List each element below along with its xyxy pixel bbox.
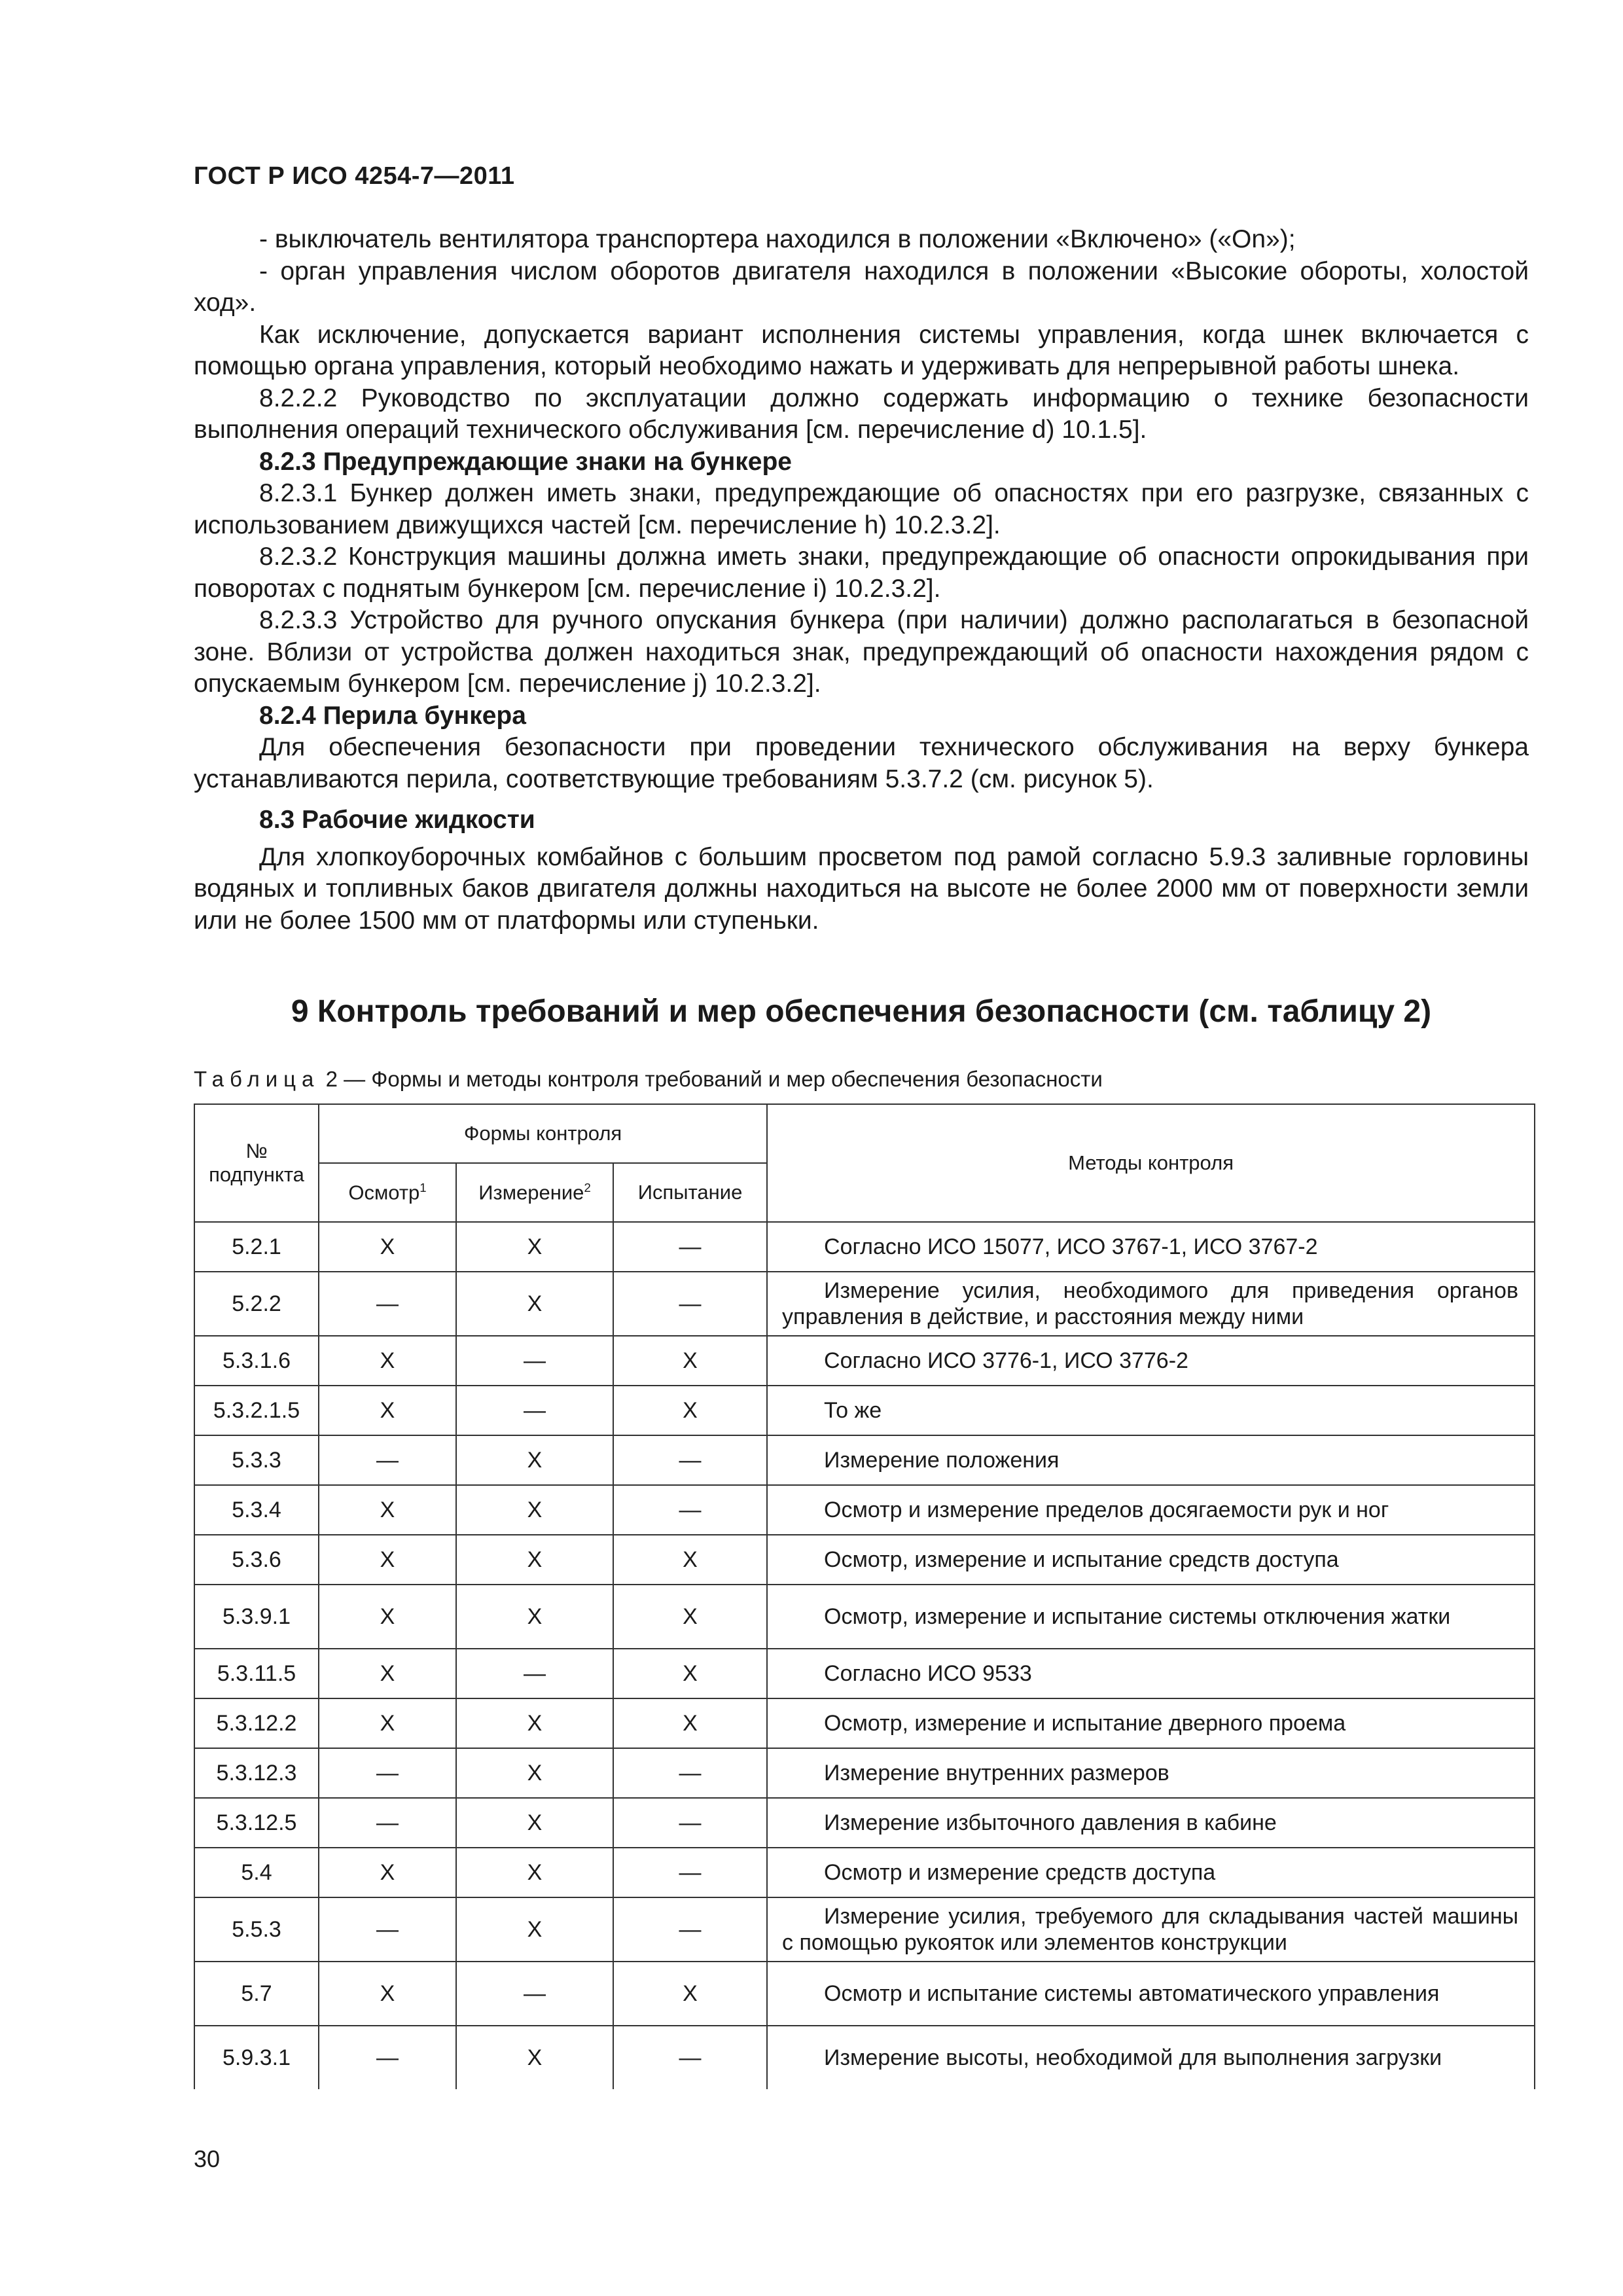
control-table [194,1103,1535,2089]
cell-measurement: — [456,1649,613,1698]
table-row [194,1535,1535,1585]
cell-measurement: X [456,1848,613,1897]
cell-num: 5.3.12.2 [194,1698,319,1748]
cell-inspection: X [319,1585,456,1649]
cell-test: — [613,1435,767,1485]
table-row [194,1897,1535,1962]
subsection-heading: 8.3 Рабочие жидкости [259,806,535,834]
cell-num: 5.2.2 [194,1272,319,1336]
cell-num: 5.3.2.1.5 [194,1386,319,1435]
cell-measurement: X [456,1272,613,1336]
cell-inspection: — [319,2026,456,2089]
paragraph: - орган управления числом оборотов двигателя находился в положении «Высокие обороты, холостой ход». [194,257,1529,317]
paragraph: 8.2.2.2 Руководство по эксплуатации должно содержать информацию о технике безопасности выполнения операций технического обслуживания [см. перечисление d) 10.1.5]. [194,384,1529,444]
cell-num: 5.3.11.5 [194,1649,319,1698]
cell-measurement: — [456,1336,613,1386]
body-text [194,224,1529,937]
cell-method: Измерение внутренних размеров [767,1748,1535,1798]
cell-inspection: — [319,1272,456,1336]
cell-inspection: X [319,1698,456,1748]
header-measurement: Измерение$^2$ [456,1163,613,1222]
cell-method: Осмотр и испытание системы автоматического управления [767,1962,1535,2026]
cell-test: — [613,1222,767,1272]
header-num: № подпункта [194,1104,319,1222]
cell-method: Осмотр, измерение и испытание системы отключения жатки [767,1585,1535,1649]
cell-measurement: X [456,1748,613,1798]
cell-num: 5.3.9.1 [194,1585,319,1649]
cell-inspection: — [319,1435,456,1485]
cell-test: X [613,1698,767,1748]
cell-num: 5.3.4 [194,1485,319,1535]
cell-method: Измерение усилия, необходимого для приведения органов управления в действие, и расстояния между ними [767,1272,1535,1336]
table-row [194,1748,1535,1798]
cell-test: X [613,1535,767,1585]
section-title: 9 Контроль требований и мер обеспечения безопасности (см. таблицу 2) [291,994,1432,1029]
cell-test: — [613,1485,767,1535]
paragraph: Для хлопкоуборочных комбайнов с большим просветом под рамой согласно 5.9.3 заливные горловины водяных и топливных баков двигателя должны находиться на высоте не более 2000 мм от поверхности земли или не более 1500 мм от платформы или ступеньки. [194,842,1529,935]
table-caption-word: Таблица [194,1067,320,1091]
cell-test: X [613,1336,767,1386]
table-row [194,1272,1535,1336]
cell-test: — [613,2026,767,2089]
document-header: ГОСТ Р ИСО 4254-7—2011 [194,162,515,190]
table-row [194,1585,1535,1649]
cell-test: X [613,1386,767,1435]
paragraph: - выключатель вентилятора транспортера находился в положении «Включено» («On»); [259,225,1296,253]
cell-measurement: X [456,2026,613,2089]
table-row [194,1435,1535,1485]
table-row [194,1336,1535,1386]
cell-inspection: X [319,1535,456,1585]
cell-test: — [613,1897,767,1962]
cell-test: X [613,1962,767,2026]
cell-method: Осмотр и измерение средств доступа [767,1848,1535,1897]
cell-method: Осмотр, измерение и испытание дверного проема [767,1698,1535,1748]
table-row [194,1485,1535,1535]
page-number: 30 [194,2145,221,2172]
cell-num: 5.3.1.6 [194,1336,319,1386]
header-methods: Методы контроля [767,1104,1535,1222]
cell-inspection: X [319,1962,456,2026]
cell-method: Согласно ИСО 3776-1, ИСО 3776-2 [767,1336,1535,1386]
cell-method: Измерение положения [767,1435,1535,1485]
cell-inspection: X [319,1649,456,1698]
cell-num: 5.4 [194,1848,319,1897]
cell-inspection: X [319,1485,456,1535]
cell-test: — [613,1798,767,1848]
paragraph: 8.2.3.2 Конструкция машины должна иметь знаки, предупреждающие об опасности опрокидывания при поворотах с поднятым бункером [см. перечисление i) 10.2.3.2]. [194,543,1529,603]
table-body [194,1222,1535,2089]
cell-num: 5.2.1 [194,1222,319,1272]
cell-test: — [613,1748,767,1798]
paragraph: Для обеспечения безопасности при проведении технического обслуживания на верху бункера устанавливаются перила, соответствующие требованиям 5.3.7.2 (см. рисунок 5). [194,733,1529,793]
cell-measurement: — [456,1386,613,1435]
cell-inspection: — [319,1798,456,1848]
table-row [194,1798,1535,1848]
cell-test: X [613,1585,767,1649]
subsection-heading: 8.2.4 Перила бункера [259,701,526,730]
cell-measurement: X [456,1222,613,1272]
subsection-heading: 8.2.3 Предупреждающие знаки на бункере [259,447,792,476]
cell-inspection: X [319,1848,456,1897]
cell-test: X [613,1649,767,1698]
cell-test: — [613,1272,767,1336]
cell-method: Осмотр и измерение пределов досягаемости рук и ног [767,1485,1535,1535]
paragraph: Как исключение, допускается вариант исполнения системы управления, когда шнек включается с помощью органа управления, который необходимо нажать и удерживать для непрерывной работы шнека. [194,320,1529,380]
header-inspection: Осмотр$^1$ [319,1163,456,1222]
cell-measurement: X [456,1798,613,1848]
paragraph: 8.2.3.1 Бункер должен иметь знаки, предупреждающие об опасностях при его разгрузке, связанных с использованием движущихся частей [см. перечисление h) 10.2.3.2]. [194,479,1529,539]
cell-inspection: X [319,1386,456,1435]
cell-num: 5.9.3.1 [194,2026,319,2089]
cell-num: 5.7 [194,1962,319,2026]
cell-measurement: X [456,1585,613,1649]
cell-method: Измерение высоты, необходимой для выполнения загрузки [767,2026,1535,2089]
cell-inspection: X [319,1222,456,1272]
cell-measurement: X [456,1897,613,1962]
table-caption [194,1067,1103,1092]
cell-method: То же [767,1386,1535,1435]
cell-inspection: — [319,1748,456,1798]
table-row [194,1698,1535,1748]
cell-num: 5.3.12.3 [194,1748,319,1798]
cell-method: Согласно ИСО 15077, ИСО 3767-1, ИСО 3767-2 [767,1222,1535,1272]
header-test: Испытание [613,1163,767,1222]
cell-measurement: X [456,1535,613,1585]
cell-num: 5.5.3 [194,1897,319,1962]
table-row [194,1386,1535,1435]
cell-num: 5.3.6 [194,1535,319,1585]
table-caption-text: 2 — Формы и методы контроля требований и мер обеспечения безопасности [325,1067,1103,1091]
table-row [194,1962,1535,2026]
table-row [194,1222,1535,1272]
cell-inspection: X [319,1336,456,1386]
cell-method: Измерение усилия, требуемого для складывания частей машины с помощью рукояток или элементов конструкции [767,1897,1535,1962]
cell-test: — [613,1848,767,1897]
cell-num: 5.3.12.5 [194,1798,319,1848]
cell-num: 5.3.3 [194,1435,319,1485]
cell-method: Осмотр, измерение и испытание средств доступа [767,1535,1535,1585]
cell-method: Согласно ИСО 9533 [767,1649,1535,1698]
table-row [194,2026,1535,2089]
cell-measurement: — [456,1962,613,2026]
paragraph: 8.2.3.3 Устройство для ручного опускания бункера (при наличии) должно располагаться в безопасной зоне. Вблизи от устройства должен находиться знак, предупреждающий об опасности нахождения рядом с опускаемым бункером [см. перечисление j) 10.2.3.2]. [194,606,1529,698]
cell-method: Измерение избыточного давления в кабине [767,1798,1535,1848]
header-forms: Формы контроля [319,1104,767,1163]
cell-inspection: — [319,1897,456,1962]
cell-measurement: X [456,1435,613,1485]
cell-measurement: X [456,1485,613,1535]
table-row [194,1649,1535,1698]
table-row [194,1848,1535,1897]
cell-measurement: X [456,1698,613,1748]
